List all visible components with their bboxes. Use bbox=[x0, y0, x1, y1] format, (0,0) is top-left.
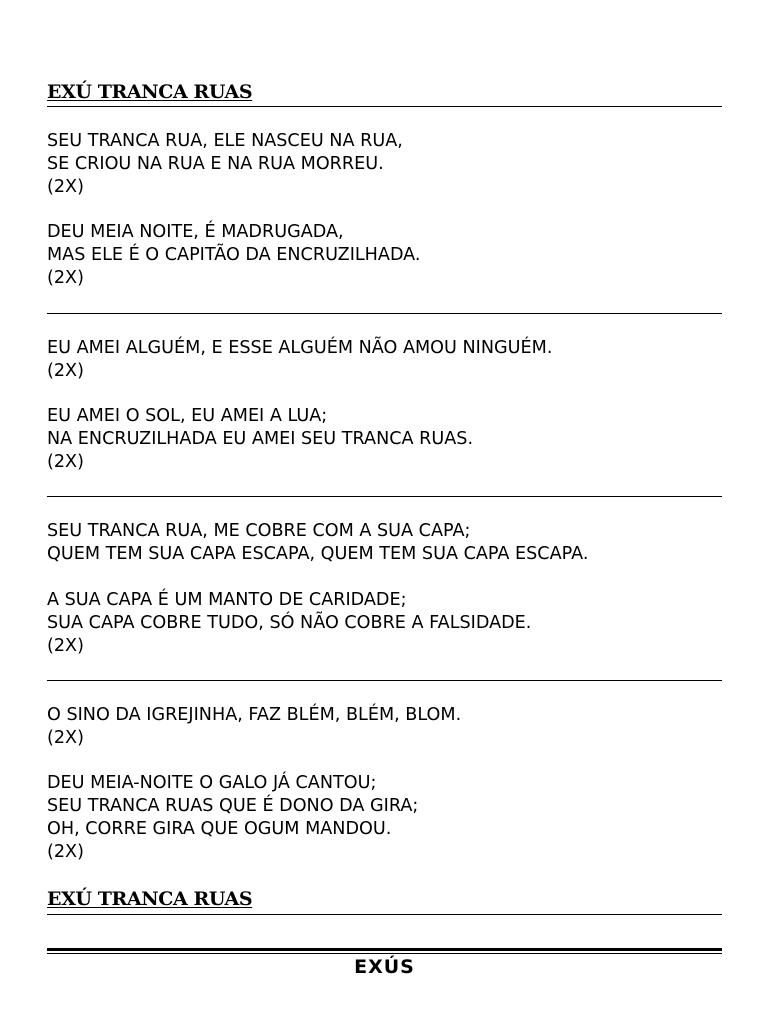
lyric-line: NA ENCRUZILHADA EU AMEI SEU TRANCA RUAS. bbox=[47, 429, 474, 449]
lyric-line: SUA CAPA COBRE TUDO, SÓ NÃO COBRE A FALSIDADE. bbox=[47, 613, 532, 633]
section-divider bbox=[47, 680, 722, 681]
lyric-line: QUEM TEM SUA CAPA ESCAPA, QUEM TEM SUA CAPA ESCAPA. bbox=[47, 544, 589, 564]
lyric-line: O SINO DA IGREJINHA, FAZ BLÉM, BLÉM, BLOM. bbox=[47, 705, 462, 725]
repeat-marker: (2X) bbox=[47, 361, 84, 381]
repeat-marker: (2X) bbox=[47, 177, 84, 197]
lyric-line: EU AMEI ALGUÉM, E ESSE ALGUÉM NÃO AMOU NINGUÉM. bbox=[47, 338, 553, 358]
footer-category-label: EXÚS bbox=[354, 956, 415, 978]
title-underline-rule bbox=[47, 106, 722, 107]
closing-title-rule bbox=[47, 914, 722, 915]
lyric-line: SE CRIOU NA RUA E NA RUA MORREU. bbox=[47, 154, 384, 174]
lyric-line: MAS ELE É O CAPITÃO DA ENCRUZILHADA. bbox=[47, 245, 421, 265]
repeat-marker: (2X) bbox=[47, 728, 84, 748]
lyric-line: EU AMEI O SOL, EU AMEI A LUA; bbox=[47, 406, 328, 426]
lyric-line: DEU MEIA-NOITE O GALO JÁ CANTOU; bbox=[47, 773, 377, 793]
section-divider bbox=[47, 496, 722, 497]
repeat-marker: (2X) bbox=[47, 452, 84, 472]
lyric-line: DEU MEIA NOITE, É MADRUGADA, bbox=[47, 222, 344, 242]
footer-rule-thin bbox=[47, 953, 722, 954]
footer-rule-thick bbox=[47, 948, 722, 951]
repeat-marker: (2X) bbox=[47, 268, 84, 288]
lyric-line: SEU TRANCA RUAS QUE É DONO DA GIRA; bbox=[47, 796, 419, 816]
lyric-line: SEU TRANCA RUA, ME COBRE COM A SUA CAPA; bbox=[47, 521, 471, 541]
repeat-marker: (2X) bbox=[47, 842, 84, 862]
lyric-line: A SUA CAPA É UM MANTO DE CARIDADE; bbox=[47, 590, 407, 610]
lyric-line: OH, CORRE GIRA QUE OGUM MANDOU. bbox=[47, 819, 392, 839]
song-title: EXÚ TRANCA RUAS bbox=[47, 81, 253, 103]
section-divider bbox=[47, 313, 722, 314]
closing-title: EXÚ TRANCA RUAS bbox=[47, 888, 253, 910]
repeat-marker: (2X) bbox=[47, 636, 84, 656]
document-page bbox=[47, 0, 722, 1024]
lyric-line: SEU TRANCA RUA, ELE NASCEU NA RUA, bbox=[47, 131, 403, 151]
